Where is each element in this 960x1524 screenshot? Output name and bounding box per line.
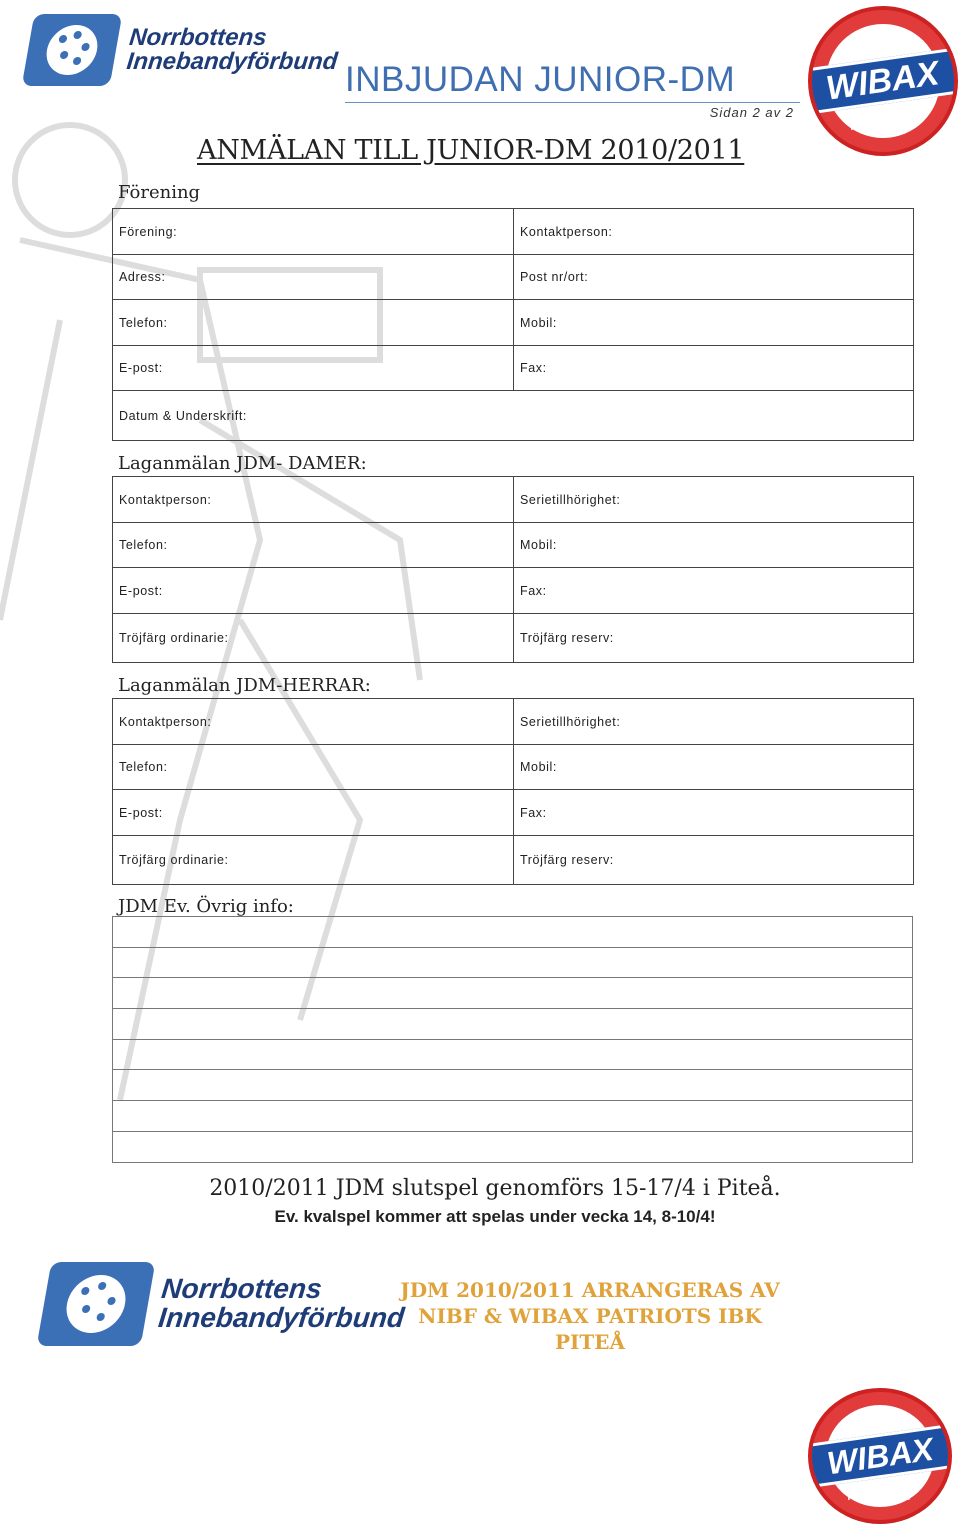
org-name-line2: Innebandyförbund (156, 1302, 406, 1333)
ovrig-info-line[interactable] (113, 1132, 913, 1163)
damer-kontaktperson-field[interactable]: Kontaktperson: (113, 477, 514, 523)
forening-table (112, 208, 914, 441)
nibf-logo-footer (44, 1262, 406, 1346)
forening-heading: Förening (118, 182, 201, 203)
herrar-epost-field[interactable]: E-post: (113, 790, 514, 836)
damer-trojfarg-ordinarie-field[interactable]: Tröjfärg ordinarie: (113, 614, 514, 663)
epost-field[interactable]: E-post: (113, 346, 514, 391)
kontaktperson-field[interactable]: Kontaktperson: (514, 209, 914, 255)
wibax-patriots-logo (808, 6, 958, 156)
damer-serietillhorighet-field[interactable]: Serietillhörighet: (514, 477, 914, 523)
wibax-logo-text: WIBAX (808, 47, 958, 115)
mobil-field[interactable]: Mobil: (514, 300, 914, 346)
org-name-line1: Norrbottens (159, 1273, 324, 1305)
ovrig-info-table (112, 916, 913, 1163)
page-number: Sidan 2 av 2 (709, 105, 794, 120)
damer-telefon-field[interactable]: Telefon: (113, 523, 514, 568)
wibax-patriots-logo-footer (808, 1388, 952, 1524)
floorball-icon (37, 1262, 156, 1346)
forening-field[interactable]: Förening: (113, 209, 514, 255)
org-name-line1: Norrbottens (127, 23, 269, 51)
slutspel-info: 2010/2011 JDM slutspel genomförs 15-17/4 i Piteå. (209, 1176, 781, 1201)
datum-underskrift-field[interactable]: Datum & Underskrift: (113, 391, 914, 441)
floorball-icon (22, 14, 123, 86)
herrar-serietillhorighet-field[interactable]: Serietillhörighet: (514, 699, 914, 745)
ovrig-info-line[interactable] (113, 917, 913, 948)
header-rule (345, 102, 800, 103)
wibax-logo-sub: PATRIOTS (850, 122, 916, 133)
damer-heading: Laganmälan JDM- DAMER: (118, 453, 367, 474)
herrar-kontaktperson-field[interactable]: Kontaktperson: (113, 699, 514, 745)
header-title: INBJUDAN JUNIOR-DM (345, 60, 736, 99)
damer-fax-field[interactable]: Fax: (514, 568, 914, 614)
fax-field[interactable]: Fax: (514, 346, 914, 391)
ovrig-info-line[interactable] (113, 978, 913, 1009)
kvalspel-info: Ev. kvalspel kommer att spelas under vecka 14, 8-10/4! (274, 1207, 716, 1226)
ovrig-info-line[interactable] (113, 948, 913, 978)
ovrig-info-line[interactable] (113, 1040, 913, 1070)
damer-table (112, 476, 914, 663)
damer-trojfarg-reserv-field[interactable]: Tröjfärg reserv: (514, 614, 914, 663)
herrar-heading: Laganmälan JDM-HERRAR: (118, 675, 371, 696)
damer-epost-field[interactable]: E-post: (113, 568, 514, 614)
ovrig-info-line[interactable] (113, 1101, 913, 1132)
arranger-info (390, 1277, 790, 1355)
adress-field[interactable]: Adress: (113, 255, 514, 300)
damer-mobil-field[interactable]: Mobil: (514, 523, 914, 568)
wibax-logo-sub: PATRIOTS (847, 1492, 913, 1503)
postnr-ort-field[interactable]: Post nr/ort: (514, 255, 914, 300)
nibf-logo (28, 14, 339, 86)
wibax-logo-text: WIBAX (808, 1424, 952, 1489)
ovrig-info-line[interactable] (113, 1009, 913, 1040)
herrar-mobil-field[interactable]: Mobil: (514, 745, 914, 790)
telefon-field[interactable]: Telefon: (113, 300, 514, 346)
ovrig-info-heading: JDM Ev. Övrig info: (118, 896, 294, 917)
form-title: ANMÄLAN TILL JUNIOR-DM 2010/2011 (197, 135, 745, 166)
herrar-trojfarg-ordinarie-field[interactable]: Tröjfärg ordinarie: (113, 836, 514, 885)
herrar-telefon-field[interactable]: Telefon: (113, 745, 514, 790)
arranger-line2: NIBF & WIBAX PATRIOTS IBK PITEÅ (418, 1304, 762, 1354)
ovrig-info-line[interactable] (113, 1070, 913, 1101)
herrar-fax-field[interactable]: Fax: (514, 790, 914, 836)
herrar-table (112, 698, 914, 885)
org-name-line2: Innebandyförbund (125, 48, 339, 75)
herrar-trojfarg-reserv-field[interactable]: Tröjfärg reserv: (514, 836, 914, 885)
arranger-line1: JDM 2010/2011 ARRANGERAS AV (400, 1278, 780, 1302)
